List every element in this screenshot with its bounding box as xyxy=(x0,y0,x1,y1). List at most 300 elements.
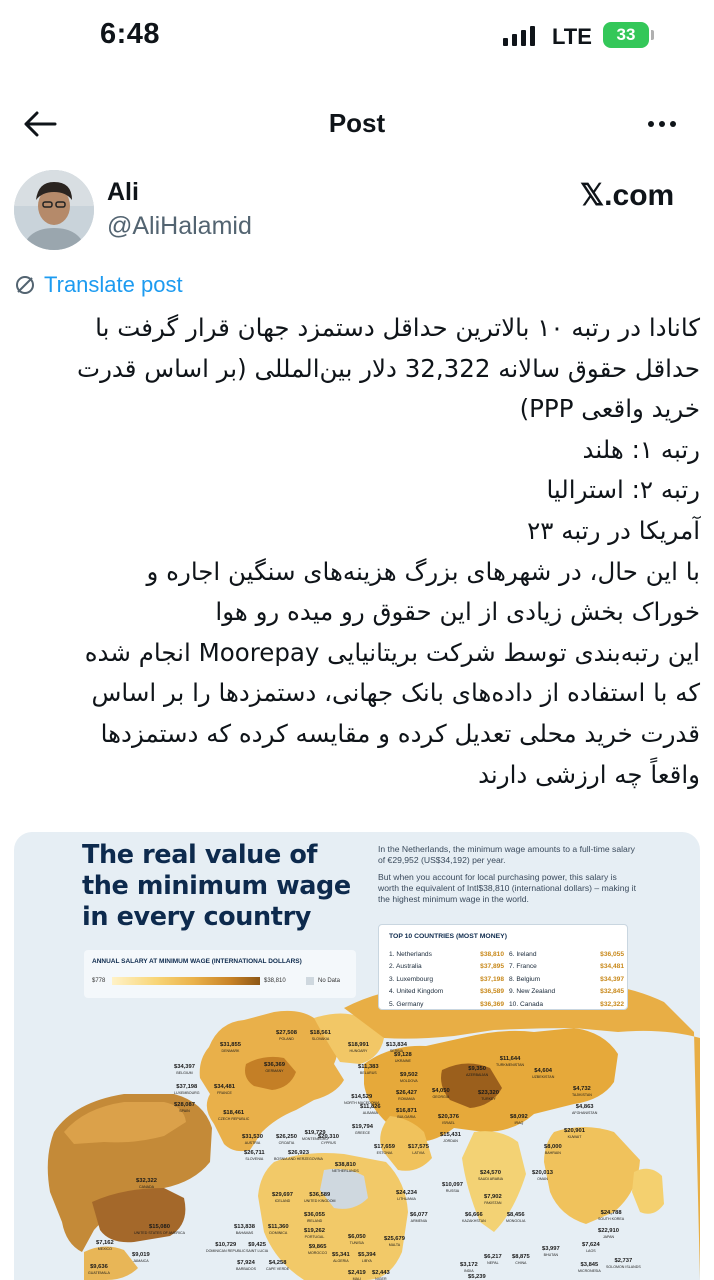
map-label xyxy=(478,1170,503,1183)
map-label-value: $24,788 xyxy=(600,1210,622,1216)
map-label xyxy=(506,1212,525,1225)
map-label-country: NETHERLANDS xyxy=(332,1169,359,1174)
map-label-country: IRELAND xyxy=(306,1219,323,1224)
map-label-value: $23,320 xyxy=(478,1090,499,1096)
map-label-country: PAKISTAN xyxy=(484,1201,502,1206)
map-label-value: $29,697 xyxy=(272,1192,293,1198)
map-label-value: $10,729 xyxy=(215,1242,237,1248)
map-label-value: $8,875 xyxy=(512,1254,530,1260)
map-label-country: SOUTH KOREA xyxy=(598,1217,625,1222)
map-label-country: MEXICO xyxy=(97,1247,112,1252)
map-label xyxy=(396,1090,417,1103)
map-label-value: $9,865 xyxy=(308,1244,327,1250)
page-title: Post xyxy=(328,108,386,138)
top10-value: $38,810 xyxy=(480,951,504,958)
map-label-value: $24,234 xyxy=(396,1190,417,1196)
post-text xyxy=(14,308,700,795)
map-label xyxy=(460,1262,478,1275)
battery-level: 33 xyxy=(616,25,636,44)
map-label-country: BOSNIA AND HERZEGOVINA xyxy=(274,1157,323,1162)
post-line: خوراک بخش زیادی از این حقوق رو میده رو هوا xyxy=(215,597,700,627)
map-label-value: $6,050 xyxy=(348,1234,366,1240)
map-label-value: $32,322 xyxy=(136,1178,157,1184)
map-label xyxy=(396,1108,417,1121)
map-label-value: $6,077 xyxy=(410,1212,428,1218)
map-label-value: $4,863 xyxy=(575,1104,594,1110)
map-label-value: $13,838 xyxy=(234,1224,255,1230)
map-label xyxy=(96,1240,114,1253)
map-label-country: GUATEMALA xyxy=(88,1271,110,1276)
map-legend xyxy=(84,950,356,998)
map-label xyxy=(374,1144,395,1157)
map-label-country: LIBYA xyxy=(361,1259,372,1264)
top10-country: 10. Canada xyxy=(509,1000,544,1008)
map-label-country: GERMANY xyxy=(265,1069,284,1074)
map-label-country: MONTENEGRO xyxy=(302,1137,329,1142)
map-label-country: UKRAINE xyxy=(394,1059,411,1064)
map-label-value: $26,427 xyxy=(396,1090,417,1096)
map-label xyxy=(174,1102,195,1115)
map-label xyxy=(442,1182,463,1195)
map-label xyxy=(272,1192,293,1205)
map-label xyxy=(582,1242,600,1255)
map-label-value: $2,737 xyxy=(614,1258,633,1264)
legend-title: ANNUAL SALARY AT MINIMUM WAGE (INTERNATIONAL DOLLARS) xyxy=(92,958,302,965)
map-label-country: ROMANIA xyxy=(398,1097,415,1102)
map-label xyxy=(358,1252,376,1265)
map-label-country: POLAND xyxy=(279,1037,294,1042)
map-label-value: $3,845 xyxy=(580,1262,599,1268)
map-label-country: AUSTRIA xyxy=(244,1141,261,1146)
map-label xyxy=(302,1130,328,1143)
map-label-value: $26,923 xyxy=(287,1150,309,1156)
map-label-country: BULGARIA xyxy=(397,1115,416,1120)
map-label-country: GREECE xyxy=(354,1131,371,1136)
map-label-value: $7,162 xyxy=(96,1240,114,1246)
top10-box xyxy=(378,924,628,1010)
legend-gradient xyxy=(112,977,260,985)
map-label-country: OMAN xyxy=(537,1177,548,1182)
map-label-value: $31,855 xyxy=(220,1042,241,1048)
map-label-country: BAHAMAS xyxy=(235,1231,254,1236)
map-label xyxy=(478,1090,499,1103)
top10-value: $32,845 xyxy=(600,988,624,996)
map-label-country: FRANCE xyxy=(217,1091,232,1096)
map-label xyxy=(206,1242,246,1255)
map-label-value: $34,481 xyxy=(214,1084,235,1090)
map-label xyxy=(400,1072,418,1085)
map-label-country: SPAIN xyxy=(179,1109,190,1114)
post-line: قدرت خرید محلی تعدیل کرده و مقایسه کرده که دستمزدها xyxy=(100,718,700,748)
top10-title: TOP 10 COUNTRIES (MOST MONEY) xyxy=(389,933,507,940)
battery-cap xyxy=(651,30,654,40)
map-label xyxy=(358,1064,379,1077)
map-label xyxy=(348,1234,366,1247)
map-label-country: CHINA xyxy=(515,1261,527,1266)
map-label-value: $4,732 xyxy=(573,1086,591,1092)
map-label xyxy=(578,1262,601,1275)
map-label xyxy=(544,1144,562,1157)
map-label xyxy=(274,1150,323,1163)
map-label-value: $38,810 xyxy=(334,1162,356,1168)
map-label xyxy=(134,1224,185,1237)
map-label-value: $20,310 xyxy=(318,1134,339,1140)
map-label-country: TURKEY xyxy=(481,1097,496,1102)
signal-strength-icon xyxy=(503,26,535,46)
post-line: حداقل حقوق سالانه 32,322 دلار بین‌المللی (بر اساس قدرت xyxy=(77,353,700,383)
network-type: LTE xyxy=(552,24,592,49)
map-label-value: $19,794 xyxy=(352,1124,373,1130)
map-label-value: $11,360 xyxy=(268,1224,289,1230)
translate-post-button[interactable] xyxy=(14,272,183,298)
map-label-value: $3,997 xyxy=(542,1246,560,1252)
legend-max: $38,810 xyxy=(264,978,286,984)
map-label-country: PORTUGAL xyxy=(304,1235,325,1240)
map-label-value: $4,258 xyxy=(268,1260,287,1266)
map-label-country: SAUDI ARABIA xyxy=(478,1177,503,1182)
map-label-value: $18,561 xyxy=(310,1030,331,1036)
map-label-country: RUSSIA xyxy=(445,1189,460,1194)
map-label-value: $3,172 xyxy=(460,1262,478,1268)
map-label xyxy=(352,1124,373,1137)
map-label xyxy=(214,1084,235,1097)
map-label-value: $11,383 xyxy=(358,1064,379,1070)
map-label-country: HUNGARY xyxy=(349,1049,368,1054)
map-label xyxy=(598,1228,619,1241)
map-label-country: NIGER xyxy=(375,1277,387,1280)
map-label-value: $6,217 xyxy=(484,1254,502,1260)
top10-value: $36,589 xyxy=(480,988,504,996)
map-label xyxy=(532,1068,554,1081)
author-name[interactable]: Ali xyxy=(107,178,139,206)
map-label xyxy=(348,1270,366,1280)
map-label xyxy=(484,1254,502,1267)
map-label xyxy=(466,1066,488,1079)
map-label-country: BAHRAIN xyxy=(544,1151,561,1156)
map-label xyxy=(462,1212,486,1225)
legend-nodata: No Data xyxy=(318,978,341,984)
map-label-country: INDIA xyxy=(464,1269,474,1274)
map-label xyxy=(234,1224,255,1237)
map-label xyxy=(268,1224,289,1237)
top10-value: $34,481 xyxy=(600,963,624,971)
map-label-country: LAOS xyxy=(586,1249,596,1254)
top10-row xyxy=(509,999,624,1011)
top10-row xyxy=(509,961,624,973)
post-line: کانادا در رتبه ۱۰ بالاترین حداقل دستمزد جهان قرار گرفت با xyxy=(95,313,700,342)
legend-min: $778 xyxy=(92,978,106,984)
map-label xyxy=(218,1110,249,1123)
top10-country: 7. France xyxy=(509,963,537,971)
map-label xyxy=(360,1104,381,1117)
map-label-value: $2,419 xyxy=(348,1270,366,1276)
map-label xyxy=(220,1042,241,1055)
map-label-value: $8,000 xyxy=(544,1144,562,1150)
map-label-country: BELGIUM xyxy=(176,1071,193,1076)
map-label xyxy=(438,1114,459,1127)
map-label xyxy=(572,1086,592,1099)
source-label: 𝕏.com xyxy=(580,179,675,212)
map-label-value: $26,250 xyxy=(276,1134,297,1140)
top10-row xyxy=(389,949,504,961)
map-label xyxy=(598,1210,624,1223)
map-label xyxy=(308,1244,327,1257)
map-label-value: $15,431 xyxy=(440,1132,461,1138)
map-label xyxy=(266,1260,289,1273)
map-label xyxy=(394,1052,412,1065)
map-label-country: SAINT LUCIA xyxy=(246,1249,269,1254)
top10-value: $36,055 xyxy=(600,951,624,958)
map-label-country: UZBEKISTAN xyxy=(532,1075,555,1080)
map-label-country: MICRONESIA xyxy=(578,1269,601,1274)
map-label xyxy=(410,1212,428,1225)
status-bar xyxy=(0,0,714,76)
map-label-country: KUWAIT xyxy=(567,1135,582,1140)
map-label xyxy=(408,1144,429,1157)
map-label-country: MOLDOVA xyxy=(400,1079,418,1084)
top10-row xyxy=(509,974,624,986)
map-label xyxy=(244,1150,265,1163)
map-label-value: $18,991 xyxy=(348,1042,369,1048)
map-label xyxy=(304,1228,325,1241)
map-label-country: SLOVAKIA xyxy=(311,1037,330,1042)
map-label-value: $27,508 xyxy=(276,1030,297,1036)
top10-value: $32,322 xyxy=(600,1000,624,1008)
map-label-value: $9,350 xyxy=(468,1066,486,1072)
avatar[interactable] xyxy=(14,170,94,250)
post-line: خرید واقعی PPP) xyxy=(519,394,700,424)
map-label-country: MOROCCO xyxy=(308,1251,328,1256)
map-label xyxy=(246,1242,268,1255)
map-label-country: TUNISIA xyxy=(349,1241,364,1246)
map-label-country: KAZAKHSTAN xyxy=(462,1219,486,1224)
map-label-value: $20,901 xyxy=(564,1128,585,1134)
map-label xyxy=(372,1270,390,1280)
map-label-country: ESTONIA xyxy=(376,1151,393,1156)
top10-country: 6. Ireland xyxy=(509,951,537,958)
author-handle[interactable]: @AliHalamid xyxy=(107,212,252,240)
top10-value: $36,369 xyxy=(480,1000,504,1008)
map-label-value: $4,050 xyxy=(432,1088,450,1094)
map-label-value: $8,092 xyxy=(510,1114,528,1120)
map-label-country: CAPE VERDE xyxy=(266,1267,290,1272)
map-label-country: IRAQ xyxy=(514,1121,524,1126)
map-label-value: $10,097 xyxy=(442,1182,463,1188)
map-label xyxy=(468,1274,486,1280)
map-label-value: $34,397 xyxy=(174,1064,195,1070)
map-label-value: $9,019 xyxy=(132,1252,150,1258)
map-label xyxy=(88,1264,110,1277)
map-label-value: $28,087 xyxy=(174,1102,195,1108)
map-label-value: $20,013 xyxy=(532,1170,553,1176)
map-label xyxy=(236,1260,256,1273)
map-label-country: JAMAICA xyxy=(133,1259,149,1264)
post-image[interactable] xyxy=(14,832,700,1280)
map-label-value: $36,589 xyxy=(309,1192,331,1198)
map-label-value: $7,924 xyxy=(237,1260,255,1266)
map-label-value: $5,394 xyxy=(358,1252,376,1258)
map-label-country: JAPAN xyxy=(602,1235,615,1240)
map-label-country: CROATIA xyxy=(278,1141,295,1146)
map-label-country: UNITED KINGDOM xyxy=(304,1199,336,1204)
map-label-value: $26,711 xyxy=(244,1150,265,1156)
top10-row xyxy=(509,949,624,961)
map-label-country: LUXEMBOURG xyxy=(174,1091,200,1096)
map-label-country: LITHUANIA xyxy=(397,1197,416,1202)
map-label-country: DOMINICA xyxy=(269,1231,288,1236)
map-label-value: $13,834 xyxy=(386,1042,407,1048)
map-label-value: $16,871 xyxy=(396,1108,417,1114)
map-label-country: CYPRUS xyxy=(320,1141,336,1146)
map-label-value: $9,636 xyxy=(90,1264,108,1270)
map-label-value: $7,902 xyxy=(484,1194,502,1200)
map-label-value: $2,443 xyxy=(372,1270,390,1276)
map-label-country: CZECH REPUBLIC xyxy=(218,1117,250,1122)
post-line: که با استفاده از داده‌های بانک جهانی، دستمزدها را بر اساس xyxy=(91,678,700,708)
map-label-value: $8,456 xyxy=(506,1212,525,1218)
map-label-country: AZERBAIJAN xyxy=(466,1073,489,1078)
map-label xyxy=(510,1114,528,1127)
map-label xyxy=(512,1254,530,1267)
map-label xyxy=(276,1134,297,1147)
map-label-value: $17,575 xyxy=(408,1144,429,1150)
map-label xyxy=(174,1064,195,1077)
infographic-intro: In the Netherlands, the minimum wage amounts to a full-time salary of €29,952 (US$34,192) per year. But when you account for local purchasing power, this salary is worth the equivalent of Intl$38,810 (international dollars) – making it the highest minimum wage in the world. xyxy=(378,844,636,904)
map-label-value: $11,644 xyxy=(499,1056,521,1062)
map-label-country: SLOVENIA xyxy=(245,1157,264,1162)
map-label-country: JORDAN xyxy=(443,1139,458,1144)
map-label-value: $5,341 xyxy=(332,1252,350,1258)
map-label-value: $31,530 xyxy=(242,1134,263,1140)
map-label-value: $20,376 xyxy=(438,1114,459,1120)
post-header xyxy=(0,92,714,156)
map-label-country: DENMARK xyxy=(221,1049,240,1054)
map-label-value: $9,128 xyxy=(394,1052,412,1058)
map-label-country: NEPAL xyxy=(487,1261,499,1266)
map-label xyxy=(606,1258,641,1271)
top10-row xyxy=(389,999,504,1011)
map-label xyxy=(564,1128,585,1141)
map-label-value: $19,729 xyxy=(304,1130,326,1136)
top10-country: 8. Belgium xyxy=(509,975,541,983)
translate-icon xyxy=(14,274,36,296)
map-label-country: TAJIKISTAN xyxy=(572,1093,592,1098)
map-label xyxy=(384,1236,405,1249)
map-label-value: $22,910 xyxy=(598,1228,619,1234)
map-label-country: ISRAEL xyxy=(442,1121,455,1126)
post-line: آمریکا در رتبه ۲۳ xyxy=(527,515,700,545)
map-label-value: $19,262 xyxy=(304,1228,325,1234)
map-label-country: ICELAND xyxy=(274,1199,291,1204)
top10-value: $34,397 xyxy=(600,975,624,983)
top10-value: $37,198 xyxy=(480,975,504,983)
map-label-value: $9,425 xyxy=(248,1242,266,1248)
map-label-value: $7,624 xyxy=(582,1242,600,1248)
map-label xyxy=(572,1104,597,1117)
status-time: 6:48 xyxy=(100,18,161,50)
post-line: رتبه ۲: استرالیا xyxy=(546,475,700,505)
infographic-title: The real value of the minimum wage in every country xyxy=(82,840,351,932)
map-label xyxy=(264,1062,285,1075)
map-label xyxy=(174,1084,200,1097)
map-label-country: ARMENIA xyxy=(410,1219,428,1224)
map-label xyxy=(348,1042,369,1055)
map-label xyxy=(332,1252,350,1265)
map-label-country: BELARUS xyxy=(359,1071,377,1076)
map-label xyxy=(542,1246,560,1259)
top10-row xyxy=(389,986,504,998)
top10-country: 2. Australia xyxy=(389,963,422,971)
top10-right xyxy=(509,949,624,1011)
map-label-country: DOMINICAN REPUBLIC xyxy=(206,1249,246,1254)
map-label xyxy=(242,1134,263,1147)
map-label-value: $6,666 xyxy=(464,1212,483,1218)
post-line: این رتبه‌بندی توسط شرکت بریتانیایی Moorepay انجام شده xyxy=(84,637,700,667)
map-label-value: $4,604 xyxy=(534,1068,553,1074)
top10-value: $37,895 xyxy=(480,963,504,971)
top10-row xyxy=(509,986,624,998)
map-label-country: ALBANIA xyxy=(362,1111,378,1116)
translate-label: Translate post xyxy=(44,272,183,297)
map-label xyxy=(304,1192,336,1205)
map-label-value: $5,239 xyxy=(468,1274,486,1280)
map-label-value: $36,369 xyxy=(264,1062,285,1068)
map-label-value: $36,055 xyxy=(304,1212,325,1218)
map-label-country: UNITED STATES OF AMERICA xyxy=(134,1231,185,1236)
battery-icon xyxy=(603,22,649,48)
map-label-value: $18,461 xyxy=(223,1110,245,1116)
more-options-icon[interactable] xyxy=(640,106,684,142)
map-label-country: SOLOMON ISLANDS xyxy=(606,1265,641,1270)
top10-country: 4. United Kingdom xyxy=(389,988,444,996)
map-label-country: MALI xyxy=(352,1277,362,1280)
map-label-value: $9,502 xyxy=(400,1072,418,1078)
top10-country: 9. New Zealand xyxy=(509,988,556,996)
map-label xyxy=(136,1178,157,1191)
map-label-country: GEORGIA xyxy=(432,1095,450,1100)
map-label xyxy=(310,1030,331,1043)
map-label-value: $25,679 xyxy=(384,1236,405,1242)
map-label xyxy=(132,1252,150,1265)
map-label-value: $15,080 xyxy=(149,1224,170,1230)
map-label xyxy=(276,1030,297,1043)
map-label-value: $24,570 xyxy=(480,1170,501,1176)
top10-row xyxy=(389,961,504,973)
map-label-country: SERBIA xyxy=(389,1049,404,1054)
top10-left xyxy=(389,949,504,1011)
post-line: رتبه ۱: هلند xyxy=(582,434,700,464)
map-label xyxy=(304,1212,325,1225)
map-label-country: ALGERIA xyxy=(333,1259,349,1264)
map-label-value: $11,826 xyxy=(360,1104,381,1110)
map-label-country: LATVIA xyxy=(412,1151,425,1156)
map-label xyxy=(332,1162,359,1175)
map-label-country: NORTH MACEDONIA xyxy=(344,1101,380,1106)
map-label xyxy=(496,1056,524,1069)
map-label xyxy=(532,1170,553,1183)
map-label-country: MONGOLIA xyxy=(506,1219,526,1224)
top10-country: 3. Luxembourg xyxy=(389,975,433,983)
legend-nodata-swatch xyxy=(306,977,314,985)
map-label xyxy=(432,1088,450,1101)
post-line: با این حال، در شهرهای بزرگ هزینه‌های سنگین اجاره و xyxy=(146,556,700,586)
map-label-country: AFGHANISTAN xyxy=(572,1111,598,1116)
post-line: واقعاً چه ارزشی دارند xyxy=(478,759,700,789)
map-label xyxy=(440,1132,461,1145)
map-label-country: TURKMENISTAN xyxy=(496,1063,525,1068)
map-label-value: $37,198 xyxy=(176,1084,198,1090)
top10-country: 5. Germany xyxy=(389,1000,424,1008)
